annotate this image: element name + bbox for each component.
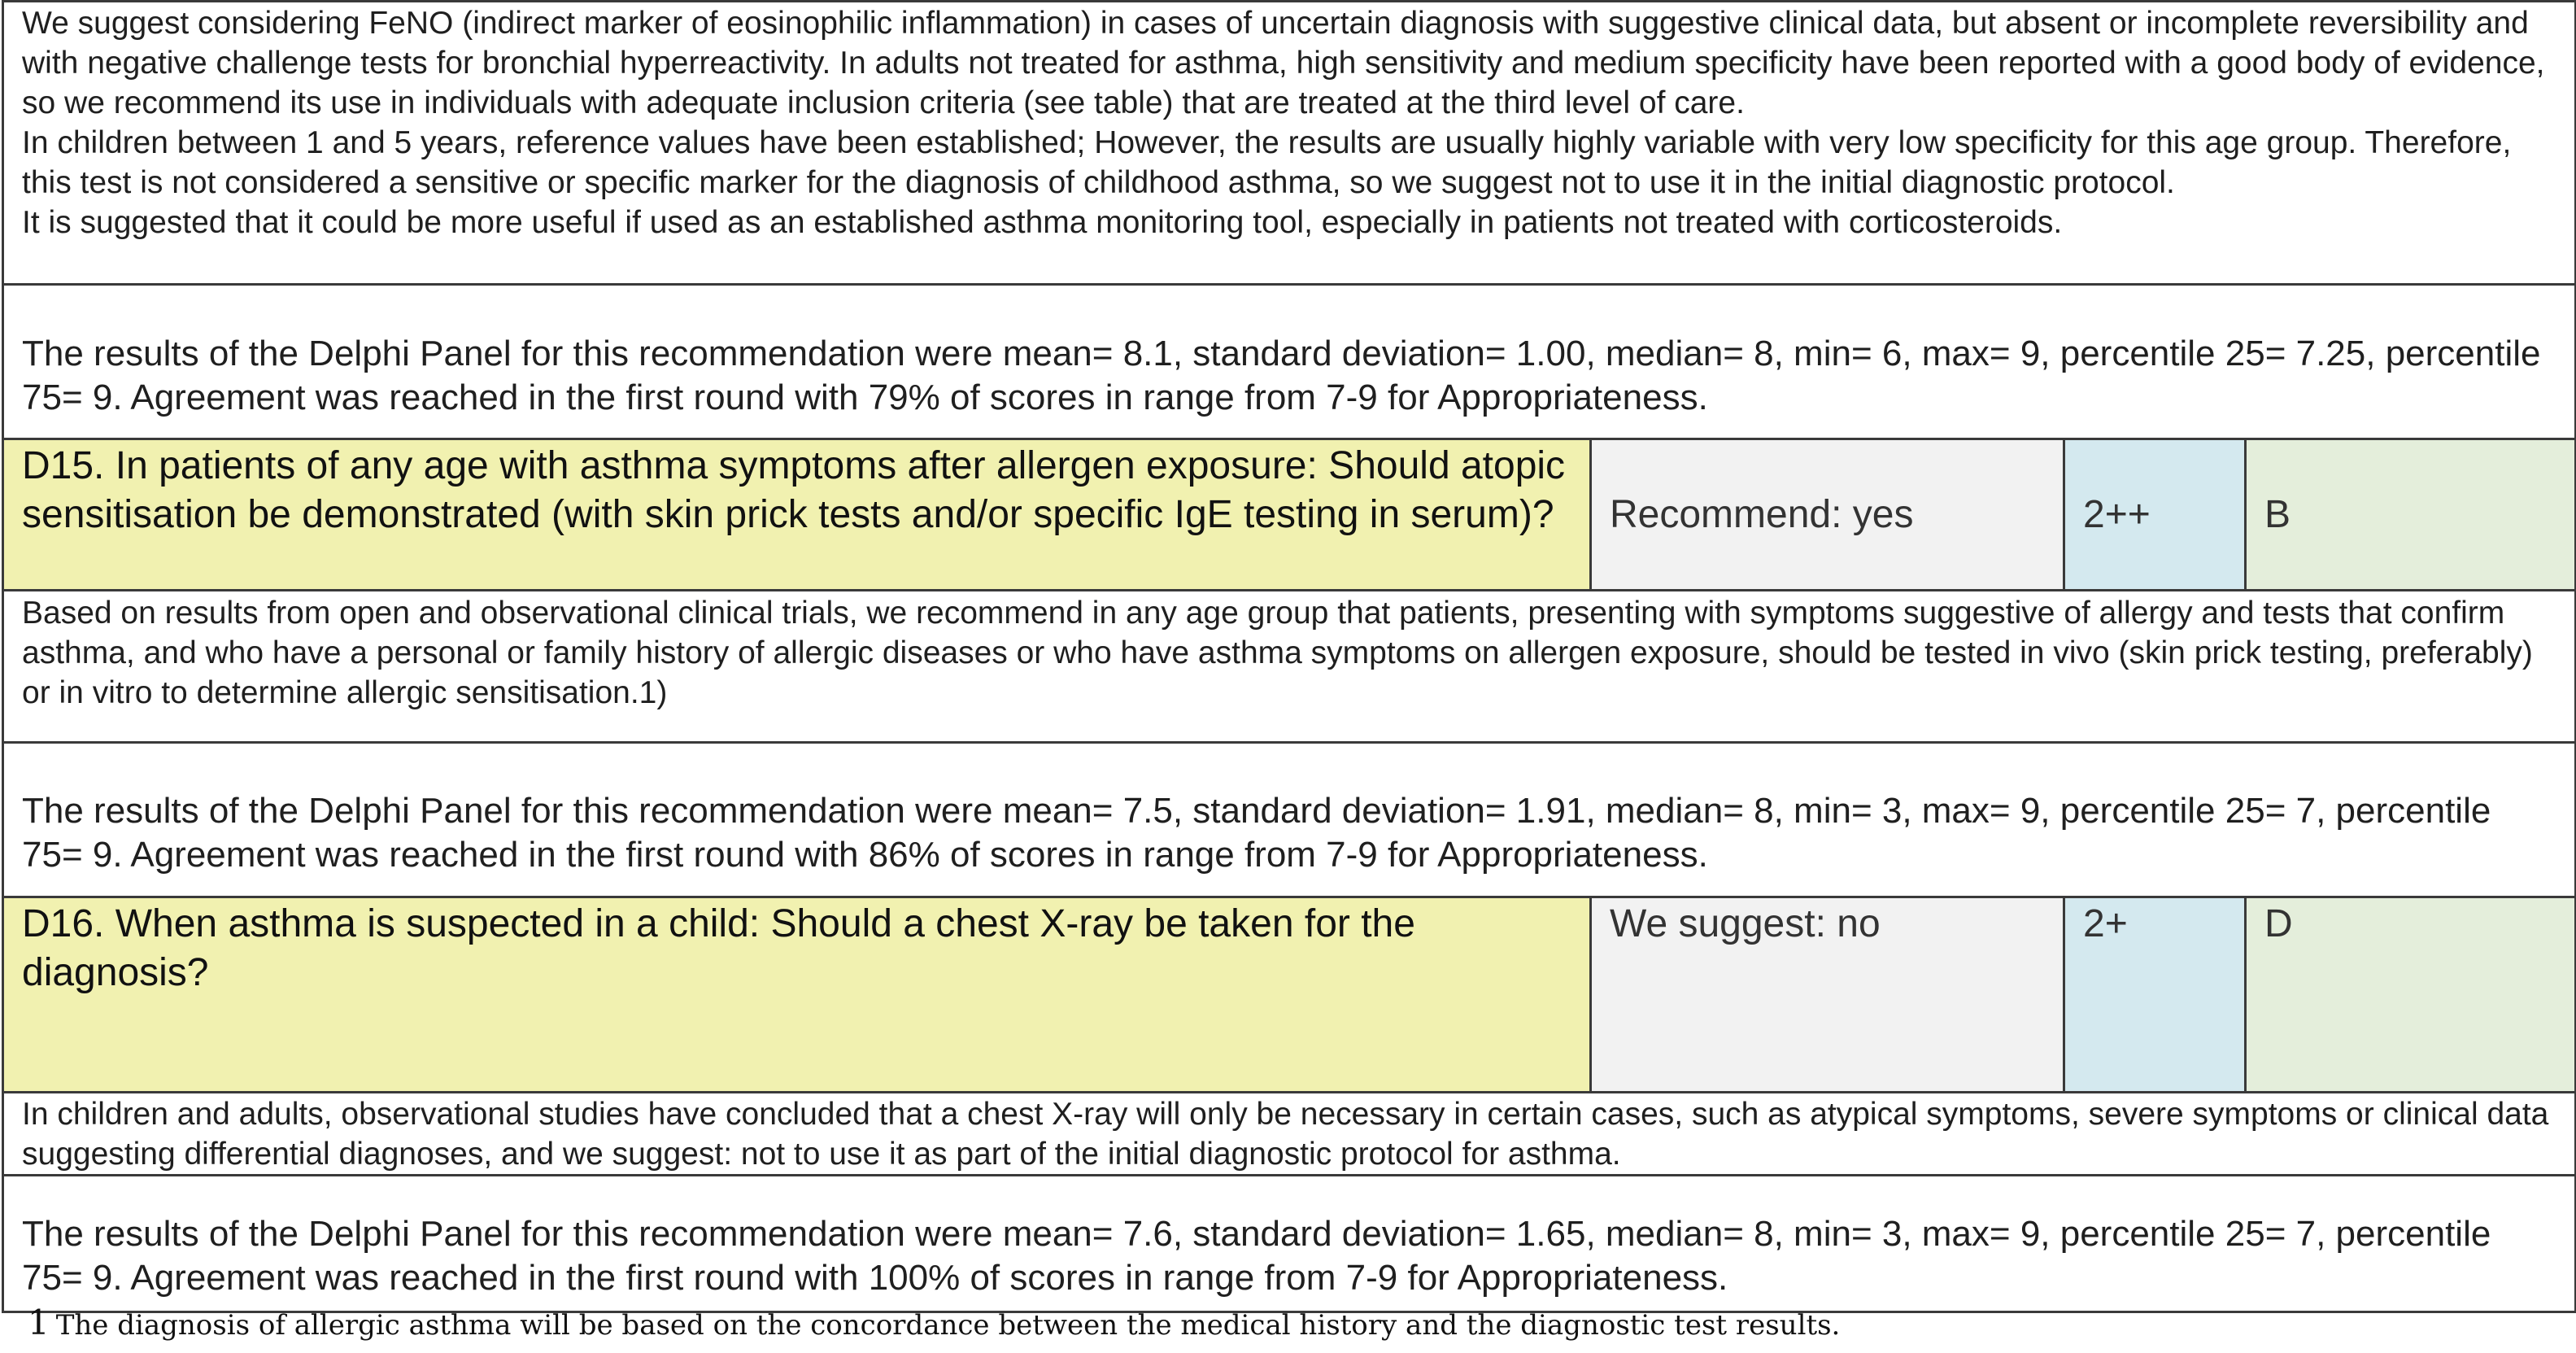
d15-question-cell xyxy=(3,439,1591,591)
d16-grade-cell xyxy=(2246,897,2576,1093)
d15-rationale-text: Based on results from open and observational clinical trials, we recommend in any age group that patients, presenting with symptoms suggestive of allergy and tests that confirm asthma, and who have a personal or family history of allergic diseases or who have asthma symptoms on allergen exposure, should be tested in vivo (skin prick testing, preferably) or in vitro to determine allergic sensitisation.1) xyxy=(22,596,2533,710)
d16-grade: D xyxy=(2264,902,2293,945)
d14-delphi-row xyxy=(3,285,2576,439)
d14-rationale-row xyxy=(3,2,2576,285)
d16-question-text: D16. When asthma is suspected in a child: Should a chest X-ray be taken for the diagnosis? xyxy=(22,902,1415,994)
d16-delphi-cell xyxy=(3,1176,2576,1312)
d14-rationale-paragraph-1: We suggest considering FeNO (indirect marker of eosinophilic inflammation) in cases of uncertain diagnosis with suggestive clinical data, but absent or incomplete reversibility and with negative challenge tests for bronchial hyperreactivity. In adults not treated for asthma, high sensitivity and medium specificity have been reported with a good body of evidence, so we recommend its use in individuals with adequate inclusion criteria (see table) that are treated at the third level of care. xyxy=(22,6,2545,120)
d16-recommendation-cell xyxy=(1591,897,2064,1093)
footnote-number: 1 xyxy=(28,1303,50,1342)
d16-evidence-level: 2+ xyxy=(2083,902,2128,945)
d15-delphi-row xyxy=(3,743,2576,897)
d16-evidence-level-cell xyxy=(2064,897,2246,1093)
d15-recommendation-cell xyxy=(1591,439,2064,591)
d16-question-cell xyxy=(3,897,1591,1093)
d14-delphi-text: The results of the Delphi Panel for this recommendation were mean= 8.1, standard deviation= 1.00, median= 8, min= 6, max= 9, percentile 25= 7.25, percentile 75= 9. Agreement was reached in the first round with 79% of scores in range from 7-9 for Appropriateness. xyxy=(22,334,2541,417)
d16-rationale-row xyxy=(3,1093,2576,1176)
d15-grade-cell xyxy=(2246,439,2576,591)
d15-evidence-level: 2++ xyxy=(2083,492,2151,536)
footnote-text: The diagnosis of allergic asthma will be based on the concordance between the medical history and the diagnostic test results. xyxy=(55,1309,1841,1342)
d14-delphi-cell xyxy=(3,285,2576,439)
recommendations-table xyxy=(2,0,2576,1313)
d16-rationale-text: In children and adults, observational studies have concluded that a chest X-ray will only be necessary in certain cases, such as atypical symptoms, severe symptoms or clinical data suggesting differential diagnoses, and we suggest: not to use it as part of the initial diagnostic protocol for asthma. xyxy=(22,1097,2549,1172)
d14-rationale-paragraph-3: It is suggested that it could be more useful if used as an established asthma monitoring tool, especially in patients not treated with corticosteroids. xyxy=(22,205,2063,240)
d15-rationale-cell xyxy=(3,591,2576,743)
footnote xyxy=(28,1305,1840,1343)
d16-recommendation: We suggest: no xyxy=(1610,902,1881,945)
d15-recommendation: Recommend: yes xyxy=(1610,492,1914,536)
d16-delphi-row xyxy=(3,1176,2576,1312)
d16-rationale-cell xyxy=(3,1093,2576,1176)
d14-rationale-cell xyxy=(3,2,2576,285)
d15-delphi-cell xyxy=(3,743,2576,897)
d15-question-text: D15. In patients of any age with asthma symptoms after allergen exposure: Should atopic sensitisation be demonstrated (with skin prick tests and/or specific IgE testing in serum)? xyxy=(22,444,1566,536)
d15-delphi-text: The results of the Delphi Panel for this recommendation were mean= 7.5, standard deviation= 1.91, median= 8, min= 3, max= 9, percentile 25= 7, percentile 75= 9. Agreement was reached in the first round with 86% of scores in range from 7-9 for Appropriateness. xyxy=(22,791,2491,875)
d16-delphi-text: The results of the Delphi Panel for this recommendation were mean= 7.6, standard deviation= 1.65, median= 8, min= 3, max= 9, percentile 25= 7, percentile 75= 9. Agreement was reached in the first round with 100% of scores in range from 7-9 for Appropriateness. xyxy=(22,1214,2491,1298)
d15-question-row xyxy=(3,439,2576,591)
d15-grade: B xyxy=(2264,492,2291,536)
d16-question-row xyxy=(3,897,2576,1093)
d15-evidence-level-cell xyxy=(2064,439,2246,591)
d15-rationale-row xyxy=(3,591,2576,743)
d14-rationale-paragraph-2: In children between 1 and 5 years, reference values have been established; However, the results are usually highly variable with very low specificity for this age group. Therefore, this test is not considered a sensitive or specific marker for the diagnosis of childhood asthma, so we suggest not to use it in the initial diagnostic protocol. xyxy=(22,125,2512,200)
